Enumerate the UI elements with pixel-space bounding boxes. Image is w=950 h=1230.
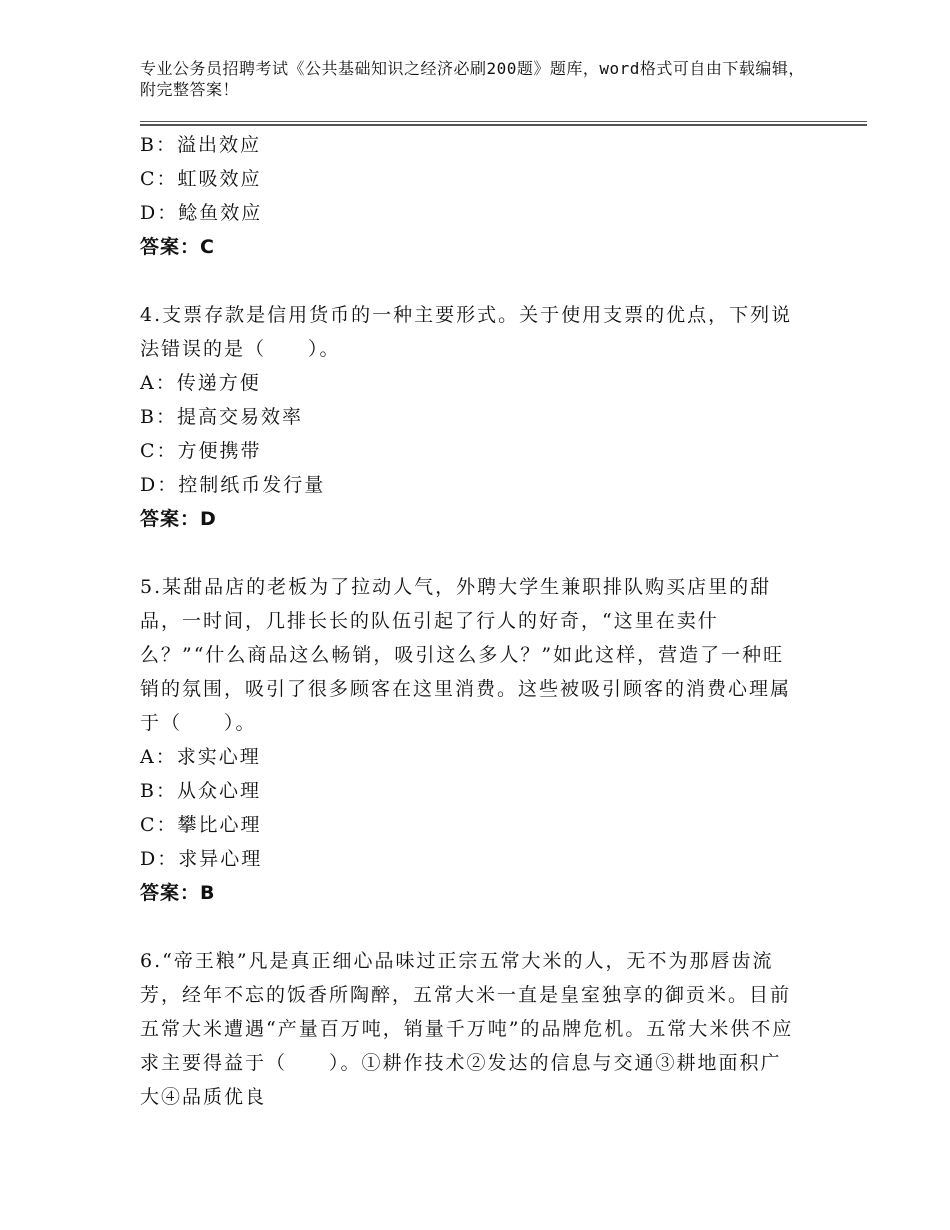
answer-line: 答案：B (140, 882, 216, 904)
spacer (140, 536, 800, 570)
spacer (140, 910, 800, 944)
option-a: A：传递方便 (140, 372, 261, 394)
option-c: C：虹吸效应 (140, 168, 262, 190)
question-6 (140, 944, 800, 1114)
question-stem: 6.“帝王粮”凡是真正细心品味过正宗五常大米的人，无不为那唇齿流芳，经年不忘的饭香所陶醉，五常大米一直是皇室独享的御贡米。目前五常大米遭遇“产量百万吨，销量千万吨”的品牌危机。五常大米供不应求主要得益于（ ）。①耕作技术②发达的信息与交通③耕地面积广大④品质优良 (140, 950, 794, 1108)
option-c: C：方便携带 (140, 440, 262, 462)
answer-line: 答案：D (140, 508, 217, 530)
option-b: B：提高交易效率 (140, 406, 303, 428)
option-b: B：溢出效应 (140, 134, 261, 156)
question-5 (140, 570, 800, 910)
question-content (140, 128, 800, 1114)
answer-line: 答案：C (140, 236, 215, 258)
question-4 (140, 298, 800, 536)
question-stem: 5.某甜品店的老板为了拉动人气，外聘大学生兼职排队购买店里的甜品，一时间，几排长长的队伍引起了行人的好奇，“这里在卖什么？”“什么商品这么畅销，吸引这么多人？”如此这样，营造了一种旺销的氛围，吸引了很多顾客在这里消费。这些被吸引顾客的消费心理属于（ ）。 (140, 576, 792, 734)
option-b: B：从众心理 (140, 780, 261, 802)
option-c: C：攀比心理 (140, 814, 262, 836)
header-rule (140, 121, 867, 126)
question-3-partial (140, 128, 800, 264)
option-a: A：求实心理 (140, 746, 261, 768)
option-d: D：鲶鱼效应 (140, 202, 263, 224)
question-stem: 4.支票存款是信用货币的一种主要形式。关于使用支票的优点，下列说法错误的是（ ）。 (140, 304, 793, 360)
page-header: 专业公务员招聘考试《公共基础知识之经济必刷200题》题库，word格式可自由下载编辑，附完整答案！ (140, 59, 805, 99)
option-d: D：控制纸币发行量 (140, 474, 326, 496)
spacer (140, 264, 800, 298)
option-d: D：求异心理 (140, 848, 263, 870)
